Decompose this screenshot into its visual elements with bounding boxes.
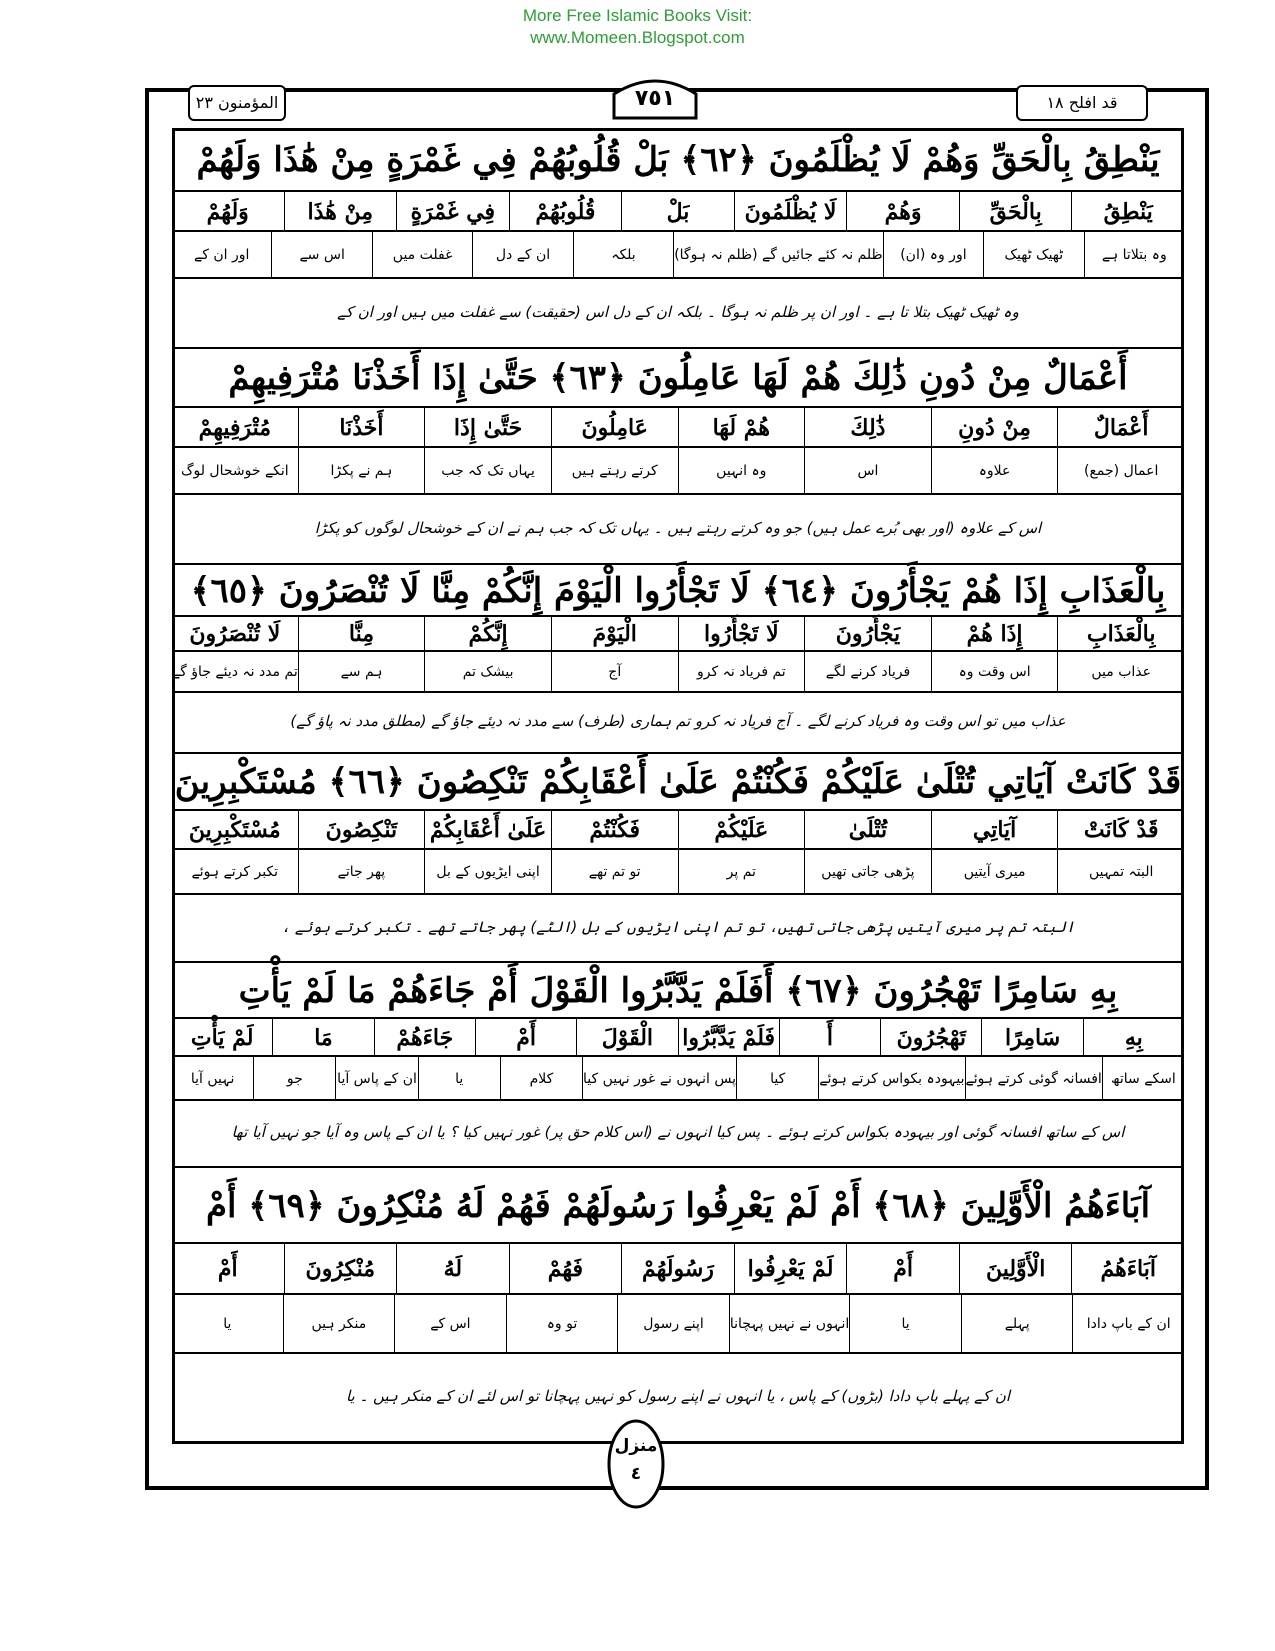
meaning-row — [172, 1293, 1184, 1352]
arabic-word-cell: الْأَوَّلِينَ — [959, 1244, 1072, 1293]
arabic-word-cell: وَهُمْ — [846, 192, 959, 230]
manzil-badge — [606, 1418, 666, 1510]
urdu-meaning-cell: عذاب میں — [1057, 652, 1184, 691]
urdu-meaning-cell: تم مدد نہ دیئے جاؤ گے — [171, 664, 298, 680]
urdu-meaning-cell: منکر ہیں — [283, 1295, 395, 1352]
urdu-meaning-cell: پھر جاتے — [298, 850, 425, 893]
verse-block — [172, 961, 1184, 1162]
meaning-row — [172, 446, 1184, 493]
urdu-meaning-cell: فریاد کرنے لگے — [804, 652, 931, 691]
word-row — [172, 615, 1184, 650]
arabic-word-cell: لَا تَجْأَرُوا — [678, 617, 805, 650]
urdu-meaning-cell: جو — [253, 1057, 335, 1099]
arabic-word-cell: أَمْ — [217, 1256, 238, 1282]
arabic-word-cell: يَجْأَرُونَ — [804, 617, 931, 650]
arabic-word-cell: أَخَذْنَا — [298, 408, 425, 446]
arabic-verse-line: يَنْطِقُ بِالْحَقِّ وَهُمْ لَا يُظْلَمُونَ ﴿٦٢﴾ بَلْ قُلُوبُهُمْ فِي غَمْرَةٍ مِنْ هَٰذَا وَلَهُمْ — [196, 140, 1160, 180]
meaning-row — [172, 1055, 1184, 1099]
arabic-word-cell: الْقَوْلَ — [576, 1019, 677, 1055]
meaning-row — [172, 230, 1184, 277]
urdu-meaning-cell: علاوہ — [931, 448, 1058, 493]
verse-block — [172, 1166, 1184, 1436]
page-number-badge — [610, 74, 700, 120]
arabic-word-cell: مِنْ دُونِ — [931, 408, 1058, 446]
juz-header-label: قد افلح ١٨ — [1016, 85, 1148, 121]
urdu-meaning-cell: اعمال (جمع) — [1057, 448, 1184, 493]
urdu-translation-line: اس کے علاوہ (اور بھی بُرے عمل ہیں) جو وہ کرتے رہتے ہیں ۔ یہاں تک کہ جب ہم نے ان کے خوشحال لوگوں کو پکڑا — [172, 493, 1184, 559]
arabic-verse-line: آبَاءَهُمُ الْأَوَّلِينَ ﴿٦٨﴾ أَمْ لَمْ يَعْرِفُوا رَسُولَهُمْ فَهُمْ لَهُ مُنْكِرُونَ ﴿٦٩﴾ أَمْ — [172, 1166, 1184, 1242]
urdu-meaning-cell: تو تم تھے — [551, 850, 678, 893]
surah-header-label: المؤمنون ٢٣ — [188, 85, 286, 121]
urdu-meaning-cell: یا — [849, 1295, 961, 1352]
arabic-word-cell: مَا — [272, 1019, 373, 1055]
urdu-meaning-cell: کرتے رہتے ہیں — [551, 448, 678, 493]
urdu-meaning-cell: میری آیتیں — [931, 850, 1058, 893]
urdu-translation-line: اس کے ساتھ افسانہ گوئی اور بیہودہ بکواس کرتے ہوئے ۔ پس کیا انہوں نے (اس کلام حق پر) غور نہیں کیا ؟ یا ان کے پاس وہ آیا جو نہیں آیا تھا — [172, 1099, 1184, 1162]
meaning-row — [172, 848, 1184, 893]
arabic-word-cell: بِالْعَذَابِ — [1057, 617, 1184, 650]
verse-block — [172, 752, 1184, 957]
arabic-word-cell: لَمْ يَعْرِفُوا — [734, 1244, 847, 1293]
arabic-word-cell: فَلَمْ يَدَّبَّرُوا — [678, 1019, 779, 1055]
arabic-word-cell: إِنَّكُمْ — [424, 617, 551, 650]
arabic-word-cell: بِهِ — [1083, 1019, 1184, 1055]
arabic-word-cell: لَهُ — [396, 1244, 509, 1293]
urdu-meaning-cell: تم پر — [678, 850, 805, 893]
arabic-word-cell: فِي غَمْرَةٍ — [396, 192, 509, 230]
manzil-number: ٤ — [630, 1464, 642, 1484]
arabic-word-cell: سَامِرًا — [981, 1019, 1082, 1055]
urdu-meaning-cell: ان کے دل — [472, 232, 572, 277]
arabic-word-cell: مُسْتَكْبِرِينَ — [188, 817, 281, 843]
urdu-meaning-cell: البتہ تمہیں — [1057, 850, 1184, 893]
arabic-word-cell: تَنْكِصُونَ — [298, 811, 425, 848]
urdu-meaning-cell: اس وقت وہ — [931, 652, 1058, 691]
urdu-meaning-cell: ٹھیک ٹھیک — [983, 232, 1083, 277]
word-row — [172, 1242, 1184, 1293]
arabic-word-cell: أَعْمَالٌ — [1057, 408, 1184, 446]
manzil-label: منزل — [614, 1436, 658, 1456]
arabic-word-cell: يَنْطِقُ — [1071, 192, 1184, 230]
urdu-meaning-cell: تم فریاد نہ کرو — [678, 652, 805, 691]
arabic-word-cell: بِالْحَقِّ — [959, 192, 1072, 230]
urdu-meaning-cell: کلام — [500, 1057, 582, 1099]
urdu-meaning-cell: پہلے — [961, 1295, 1073, 1352]
word-row — [172, 406, 1184, 446]
urdu-meaning-cell: اور ان کے — [194, 247, 250, 263]
urdu-meaning-cell: یا — [418, 1057, 500, 1099]
arabic-word-cell: جَاءَهُمْ — [374, 1019, 475, 1055]
urdu-meaning-cell: ہم سے — [298, 652, 425, 691]
arabic-word-cell: فَكُنْتُمْ — [551, 811, 678, 848]
urdu-meaning-cell: بیہودہ بکواس کرتے ہوئے — [818, 1057, 964, 1099]
urdu-meaning-cell: انہوں نے نہیں پہچانا — [729, 1295, 850, 1352]
arabic-word-cell: رَسُولَهُمْ — [621, 1244, 734, 1293]
urdu-meaning-cell: ان کے پاس آیا — [335, 1057, 417, 1099]
arabic-word-cell: إِذَا هُمْ — [931, 617, 1058, 650]
urdu-meaning-cell: اس — [804, 448, 931, 493]
verse-block — [172, 131, 1184, 343]
arabic-word-cell: آيَاتِي — [931, 811, 1058, 848]
arabic-word-cell: مُتْرَفِيهِمْ — [198, 415, 272, 441]
arabic-word-cell: مِنْ هَٰذَا — [284, 192, 397, 230]
arabic-word-cell: أَمْ — [475, 1019, 576, 1055]
word-row — [172, 1017, 1184, 1055]
word-row — [172, 809, 1184, 848]
arabic-word-cell: آبَاءَهُمُ — [1071, 1244, 1184, 1293]
urdu-meaning-cell: اس کے — [394, 1295, 506, 1352]
verse-block — [172, 347, 1184, 559]
urdu-meaning-cell: بلکہ — [573, 232, 673, 277]
urdu-meaning-cell: اسکے ساتھ — [1102, 1057, 1184, 1099]
urdu-meaning-cell: پڑھی جاتی تھیں — [804, 850, 931, 893]
arabic-word-cell: حَتَّىٰ إِذَا — [424, 408, 551, 446]
arabic-word-cell: عَلَيْكُمْ — [678, 811, 805, 848]
urdu-meaning-cell: یہاں تک کہ جب — [424, 448, 551, 493]
arabic-word-cell: لَمْ يَأْتِ — [190, 1025, 254, 1051]
word-row — [172, 190, 1184, 230]
arabic-word-cell: هُمْ لَهَا — [678, 408, 805, 446]
arabic-verse-line: بِهِ سَامِرًا تَهْجُرُونَ ﴿٦٧﴾ أَفَلَمْ يَدَّبَّرُوا الْقَوْلَ أَمْ جَاءَهُمْ مَا لَمْ يَأْتِ — [172, 961, 1184, 1017]
arabic-word-cell: مِنَّا — [298, 617, 425, 650]
arabic-word-cell: الْيَوْمَ — [551, 617, 678, 650]
urdu-meaning-cell: تو وہ — [506, 1295, 618, 1352]
arabic-word-cell: مُنْكِرُونَ — [284, 1244, 397, 1293]
arabic-word-cell: تَهْجُرُونَ — [880, 1019, 981, 1055]
urdu-meaning-cell: افسانہ گوئی کرتے ہوئے — [965, 1057, 1102, 1099]
verse-block — [172, 563, 1184, 748]
arabic-verse-line: أَعْمَالٌ مِنْ دُونِ ذَٰلِكَ هُمْ لَهَا عَامِلُونَ ﴿٦٣﴾ حَتَّىٰ إِذَا أَخَذْنَا مُتْرَفِيهِمْ — [172, 347, 1184, 406]
urdu-meaning-cell: آج — [551, 652, 678, 691]
watermark-line-2: www.Momeen.Blogspot.com — [530, 28, 745, 47]
arabic-word-cell: لَا تُنْصَرُونَ — [189, 621, 281, 647]
urdu-meaning-cell: اپنی ایڑیوں کے بل — [424, 850, 551, 893]
urdu-meaning-cell: کیا — [736, 1057, 818, 1099]
urdu-meaning-cell: نہیں آیا — [190, 1071, 235, 1087]
arabic-word-cell: لَا يُظْلَمُونَ — [734, 192, 847, 230]
arabic-word-cell: وَلَهُمْ — [206, 199, 249, 225]
arabic-word-cell: أَ — [779, 1019, 880, 1055]
urdu-translation-line: عذاب میں تو اس وقت وہ فریاد کرنے لگے ۔ آج فریاد نہ کرو تم ہماری (طرف) سے مدد نہ دیئے جاؤ گے (مطلق مدد نہ پاؤ گے) — [172, 691, 1184, 748]
urdu-meaning-cell: غفلت میں — [372, 232, 472, 277]
page-number: ٧٥١ — [634, 86, 676, 111]
urdu-meaning-cell: پس انہوں نے غور نہیں کیا — [582, 1057, 736, 1099]
urdu-meaning-cell: اس سے — [271, 232, 371, 277]
urdu-meaning-cell: ان کے باپ دادا — [1072, 1295, 1184, 1352]
watermark-line-1: More Free Islamic Books Visit: — [522, 6, 753, 25]
urdu-meaning-cell: وہ بتلاتا ہے — [1084, 232, 1184, 277]
urdu-meaning-cell: اور وہ (ان) — [883, 232, 983, 277]
arabic-word-cell: بَلْ — [621, 192, 734, 230]
arabic-word-cell: ذَٰلِكَ — [804, 408, 931, 446]
arabic-word-cell: عَامِلُونَ — [551, 408, 678, 446]
arabic-word-cell: قَدْ كَانَتْ — [1057, 811, 1184, 848]
urdu-meaning-cell: وہ انہیں — [678, 448, 805, 493]
arabic-word-cell: أَمْ — [846, 1244, 959, 1293]
arabic-verse-line: بِالْعَذَابِ إِذَا هُمْ يَجْأَرُونَ ﴿٦٤﴾ لَا تَجْأَرُوا الْيَوْمَ إِنَّكُمْ مِنَّا لَا تُنْصَرُونَ ﴿٦٥﴾ — [172, 563, 1184, 615]
urdu-translation-line: ان کے پہلے باپ دادا (بڑوں) کے پاس ، یا انہوں نے اپنے رسول کو نہیں پہچانا تو اس لئے ان کے منکر ہیں ۔ یا — [172, 1352, 1184, 1436]
urdu-translation-line: البتہ تم پر میری آیتیں پڑھی جاتی تھیں، تو تم اپنی ایڑیوں کے بل (الٹے) پھر جاتے تھے ۔ تکبر کرتے ہوئے ، — [172, 893, 1184, 957]
arabic-word-cell: عَلَىٰ أَعْقَابِكُمْ — [424, 811, 551, 848]
meaning-row — [172, 650, 1184, 691]
arabic-word-cell: فَهُمْ — [509, 1244, 622, 1293]
urdu-meaning-cell: ظلم نہ کئے جائیں گے (ظلم نہ ہوگا) — [673, 232, 883, 277]
arabic-word-cell: قُلُوبُهُمْ — [509, 192, 622, 230]
urdu-meaning-cell: یا — [223, 1316, 232, 1332]
urdu-meaning-cell: بیشک تم — [424, 652, 551, 691]
urdu-translation-line: وہ ٹھیک ٹھیک بتلا تا ہے ۔ اور ان پر ظلم نہ ہوگا ۔ بلکہ ان کے دل اس (حقیقت) سے غفلت میں ہیں اور ان کے — [172, 277, 1184, 343]
arabic-word-cell: تُتْلَىٰ — [804, 811, 931, 848]
urdu-meaning-cell: تکبر کرتے ہوئے — [191, 864, 279, 880]
urdu-meaning-cell: انکے خوشحال لوگ — [180, 463, 289, 479]
urdu-meaning-cell: اپنے رسول — [617, 1295, 729, 1352]
urdu-meaning-cell: ہم نے پکڑا — [298, 448, 425, 493]
arabic-verse-line: قَدْ كَانَتْ آيَاتِي تُتْلَىٰ عَلَيْكُمْ فَكُنْتُمْ عَلَىٰ أَعْقَابِكُمْ تَنْكِصُونَ ﴿٦٦﴾ مُسْتَكْبِرِينَ — [172, 752, 1184, 809]
